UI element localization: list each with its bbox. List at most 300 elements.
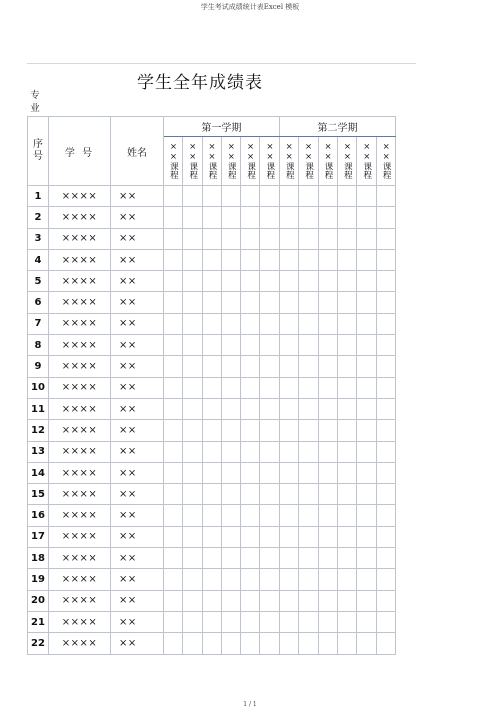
grade-cell[interactable] <box>221 186 240 207</box>
grade-cell[interactable] <box>260 249 279 270</box>
grade-cell[interactable] <box>318 335 337 356</box>
grade-cell[interactable] <box>221 271 240 292</box>
grade-cell[interactable] <box>299 335 318 356</box>
grade-cell[interactable] <box>241 313 260 334</box>
grade-cell[interactable] <box>202 313 221 334</box>
grade-cell[interactable] <box>241 271 260 292</box>
grade-cell[interactable] <box>318 398 337 419</box>
student-name-cell: ×× <box>111 462 164 483</box>
grade-cell[interactable] <box>202 207 221 228</box>
grade-cell[interactable] <box>279 186 298 207</box>
grade-cell[interactable] <box>202 292 221 313</box>
grade-cell[interactable] <box>183 398 202 419</box>
student-id-cell: ×××× <box>49 356 111 377</box>
grade-cell[interactable] <box>202 356 221 377</box>
grade-cell[interactable] <box>318 186 337 207</box>
grade-cell[interactable] <box>183 207 202 228</box>
grade-cell[interactable] <box>164 228 183 249</box>
grade-cell[interactable] <box>183 633 202 654</box>
student-id-cell: ×××× <box>49 462 111 483</box>
grade-cell[interactable] <box>279 271 298 292</box>
grade-cell[interactable] <box>260 356 279 377</box>
grade-cell[interactable] <box>221 569 240 590</box>
grade-table <box>27 116 396 655</box>
grade-cell[interactable] <box>221 207 240 228</box>
grade-cell[interactable] <box>260 335 279 356</box>
grade-cell[interactable] <box>164 633 183 654</box>
grade-cell[interactable] <box>318 356 337 377</box>
grade-cell[interactable] <box>202 526 221 547</box>
grade-cell[interactable] <box>337 377 356 398</box>
grade-cell[interactable] <box>357 207 376 228</box>
grade-cell[interactable] <box>221 249 240 270</box>
grade-cell[interactable] <box>260 398 279 419</box>
grade-cell[interactable] <box>241 398 260 419</box>
grade-cell[interactable] <box>357 313 376 334</box>
grade-cell[interactable] <box>241 462 260 483</box>
grade-cell[interactable] <box>376 569 395 590</box>
grade-cell[interactable] <box>357 569 376 590</box>
grade-cell[interactable] <box>279 484 298 505</box>
grade-cell[interactable] <box>202 505 221 526</box>
grade-cell[interactable] <box>318 526 337 547</box>
student-id-cell: ×××× <box>49 633 111 654</box>
grade-cell[interactable] <box>376 313 395 334</box>
grade-cell[interactable] <box>241 569 260 590</box>
grade-cell[interactable] <box>337 228 356 249</box>
grade-cell[interactable] <box>376 228 395 249</box>
grade-cell[interactable] <box>337 505 356 526</box>
grade-cell[interactable] <box>183 292 202 313</box>
grade-cell[interactable] <box>183 526 202 547</box>
grade-cell[interactable] <box>260 228 279 249</box>
grade-cell[interactable] <box>260 569 279 590</box>
grade-cell[interactable] <box>241 377 260 398</box>
grade-cell[interactable] <box>337 526 356 547</box>
grade-cell[interactable] <box>241 611 260 632</box>
grade-cell[interactable] <box>376 271 395 292</box>
grade-cell[interactable] <box>183 356 202 377</box>
grade-cell[interactable] <box>318 569 337 590</box>
grade-cell[interactable] <box>376 526 395 547</box>
grade-cell[interactable] <box>357 186 376 207</box>
grade-cell[interactable] <box>376 590 395 611</box>
grade-cell[interactable] <box>241 356 260 377</box>
grade-cell[interactable] <box>337 207 356 228</box>
grade-cell[interactable] <box>376 292 395 313</box>
grade-cell[interactable] <box>241 590 260 611</box>
grade-cell[interactable] <box>357 377 376 398</box>
grade-cell[interactable] <box>279 611 298 632</box>
table-row <box>28 292 396 313</box>
grade-cell[interactable] <box>357 249 376 270</box>
grade-cell[interactable] <box>337 271 356 292</box>
grade-cell[interactable] <box>318 207 337 228</box>
grade-cell[interactable] <box>376 633 395 654</box>
grade-cell[interactable] <box>202 462 221 483</box>
grade-cell[interactable] <box>202 228 221 249</box>
grade-cell[interactable] <box>357 398 376 419</box>
grade-cell[interactable] <box>260 207 279 228</box>
grade-cell[interactable] <box>260 590 279 611</box>
grade-cell[interactable] <box>164 313 183 334</box>
grade-cell[interactable] <box>337 335 356 356</box>
course-header-2 <box>183 137 202 186</box>
course-header-label: ××课程 <box>284 141 295 179</box>
grade-cell[interactable] <box>164 484 183 505</box>
grade-cell[interactable] <box>221 633 240 654</box>
student-name-cell: ×× <box>111 548 164 569</box>
grade-cell[interactable] <box>299 186 318 207</box>
grade-cell[interactable] <box>164 186 183 207</box>
student-id-cell: ×××× <box>49 569 111 590</box>
student-id-cell: ×××× <box>49 420 111 441</box>
grade-cell[interactable] <box>183 569 202 590</box>
grade-cell[interactable] <box>376 335 395 356</box>
grade-cell[interactable] <box>279 526 298 547</box>
grade-cell[interactable] <box>260 633 279 654</box>
grade-cell[interactable] <box>279 548 298 569</box>
row-number: 13 <box>28 441 49 462</box>
col-header-name: 姓名 <box>111 117 164 186</box>
grade-cell[interactable] <box>357 335 376 356</box>
student-id-cell: ×××× <box>49 526 111 547</box>
grade-cell[interactable] <box>241 335 260 356</box>
grade-cell[interactable] <box>221 398 240 419</box>
grade-cell[interactable] <box>299 356 318 377</box>
grade-cell[interactable] <box>183 611 202 632</box>
grade-cell[interactable] <box>357 548 376 569</box>
grade-cell[interactable] <box>260 611 279 632</box>
grade-cell[interactable] <box>164 590 183 611</box>
grade-cell[interactable] <box>376 398 395 419</box>
grade-cell[interactable] <box>202 271 221 292</box>
grade-cell[interactable] <box>164 335 183 356</box>
grade-cell[interactable] <box>260 292 279 313</box>
grade-cell[interactable] <box>279 335 298 356</box>
grade-cell[interactable] <box>337 186 356 207</box>
grade-cell[interactable] <box>337 569 356 590</box>
grade-cell[interactable] <box>299 441 318 462</box>
table-row <box>28 526 396 547</box>
grade-cell[interactable] <box>279 249 298 270</box>
grade-cell[interactable] <box>318 420 337 441</box>
grade-cell[interactable] <box>202 441 221 462</box>
grade-cell[interactable] <box>202 590 221 611</box>
student-name-cell: ×× <box>111 398 164 419</box>
grade-cell[interactable] <box>318 292 337 313</box>
grade-cell[interactable] <box>202 186 221 207</box>
grade-cell[interactable] <box>299 207 318 228</box>
grade-cell[interactable] <box>202 335 221 356</box>
grade-cell[interactable] <box>164 526 183 547</box>
grade-cell[interactable] <box>318 590 337 611</box>
grade-cell[interactable] <box>241 526 260 547</box>
grade-cell[interactable] <box>241 186 260 207</box>
grade-cell[interactable] <box>299 420 318 441</box>
grade-cell[interactable] <box>183 441 202 462</box>
grade-cell[interactable] <box>337 548 356 569</box>
grade-cell[interactable] <box>221 441 240 462</box>
grade-cell[interactable] <box>241 292 260 313</box>
grade-cell[interactable] <box>299 249 318 270</box>
grade-cell[interactable] <box>241 505 260 526</box>
grade-cell[interactable] <box>183 249 202 270</box>
grade-cell[interactable] <box>318 377 337 398</box>
grade-cell[interactable] <box>221 505 240 526</box>
student-name-cell: ×× <box>111 633 164 654</box>
grade-cell[interactable] <box>260 271 279 292</box>
student-name-cell: ×× <box>111 313 164 334</box>
course-header-label: ××课程 <box>264 141 275 179</box>
grade-cell[interactable] <box>221 356 240 377</box>
grade-cell[interactable] <box>279 569 298 590</box>
grade-cell[interactable] <box>318 548 337 569</box>
grade-cell[interactable] <box>337 420 356 441</box>
grade-cell[interactable] <box>183 377 202 398</box>
grade-cell[interactable] <box>376 441 395 462</box>
grade-cell[interactable] <box>164 207 183 228</box>
grade-cell[interactable] <box>318 462 337 483</box>
grade-cell[interactable] <box>221 548 240 569</box>
grade-cell[interactable] <box>202 420 221 441</box>
grade-cell[interactable] <box>221 313 240 334</box>
grade-cell[interactable] <box>221 526 240 547</box>
grade-cell[interactable] <box>376 186 395 207</box>
grade-cell[interactable] <box>299 271 318 292</box>
grade-cell[interactable] <box>164 505 183 526</box>
grade-cell[interactable] <box>260 377 279 398</box>
grade-cell[interactable] <box>183 313 202 334</box>
grade-cell[interactable] <box>202 611 221 632</box>
grade-cell[interactable] <box>279 590 298 611</box>
grade-cell[interactable] <box>260 420 279 441</box>
grade-cell[interactable] <box>299 569 318 590</box>
grade-cell[interactable] <box>376 462 395 483</box>
grade-cell[interactable] <box>318 484 337 505</box>
grade-cell[interactable] <box>260 548 279 569</box>
grade-cell[interactable] <box>202 377 221 398</box>
grade-cell[interactable] <box>183 228 202 249</box>
grade-cell[interactable] <box>279 207 298 228</box>
course-header-3 <box>202 137 221 186</box>
grade-cell[interactable] <box>260 505 279 526</box>
grade-cell[interactable] <box>337 462 356 483</box>
grade-cell[interactable] <box>279 292 298 313</box>
grade-cell[interactable] <box>357 441 376 462</box>
grade-cell[interactable] <box>221 292 240 313</box>
grade-cell[interactable] <box>279 313 298 334</box>
grade-cell[interactable] <box>357 228 376 249</box>
grade-cell[interactable] <box>357 505 376 526</box>
grade-cell[interactable] <box>337 611 356 632</box>
grade-cell[interactable] <box>299 633 318 654</box>
grade-cell[interactable] <box>318 633 337 654</box>
grade-cell[interactable] <box>221 420 240 441</box>
major-label: 专业 <box>30 90 40 114</box>
grade-cell[interactable] <box>183 505 202 526</box>
grade-cell[interactable] <box>337 484 356 505</box>
course-header-12 <box>376 137 395 186</box>
grade-cell[interactable] <box>337 398 356 419</box>
student-id-cell: ×××× <box>49 548 111 569</box>
grade-cell[interactable] <box>164 441 183 462</box>
grade-cell[interactable] <box>337 313 356 334</box>
grade-cell[interactable] <box>164 377 183 398</box>
grade-cell[interactable] <box>183 420 202 441</box>
course-header-10 <box>337 137 356 186</box>
grade-cell[interactable] <box>279 377 298 398</box>
grade-cell[interactable] <box>376 484 395 505</box>
grade-cell[interactable] <box>241 249 260 270</box>
row-number: 11 <box>28 398 49 419</box>
grade-cell[interactable] <box>357 633 376 654</box>
grade-cell[interactable] <box>221 484 240 505</box>
grade-cell[interactable] <box>241 484 260 505</box>
table-row <box>28 569 396 590</box>
semester-2-header: 第二学期 <box>279 117 395 137</box>
grade-cell[interactable] <box>260 462 279 483</box>
grade-cell[interactable] <box>376 207 395 228</box>
grade-cell[interactable] <box>221 462 240 483</box>
grade-cell[interactable] <box>279 356 298 377</box>
grade-cell[interactable] <box>318 249 337 270</box>
grade-cell[interactable] <box>202 249 221 270</box>
grade-cell[interactable] <box>164 292 183 313</box>
grade-cell[interactable] <box>279 228 298 249</box>
grade-cell[interactable] <box>183 484 202 505</box>
grade-cell[interactable] <box>376 611 395 632</box>
grade-cell[interactable] <box>279 462 298 483</box>
grade-cell[interactable] <box>357 420 376 441</box>
grade-cell[interactable] <box>299 292 318 313</box>
grade-cell[interactable] <box>183 271 202 292</box>
grade-cell[interactable] <box>241 548 260 569</box>
grade-cell[interactable] <box>279 441 298 462</box>
grade-cell[interactable] <box>357 526 376 547</box>
grade-cell[interactable] <box>183 186 202 207</box>
grade-cell[interactable] <box>183 335 202 356</box>
grade-cell[interactable] <box>260 186 279 207</box>
grade-cell[interactable] <box>337 633 356 654</box>
grade-cell[interactable] <box>279 420 298 441</box>
grade-cell[interactable] <box>164 569 183 590</box>
grade-cell[interactable] <box>376 249 395 270</box>
grade-cell[interactable] <box>202 484 221 505</box>
grade-cell[interactable] <box>221 611 240 632</box>
grade-cell[interactable] <box>299 377 318 398</box>
grade-cell[interactable] <box>299 228 318 249</box>
grade-cell[interactable] <box>376 505 395 526</box>
student-name-cell: ×× <box>111 590 164 611</box>
grade-cell[interactable] <box>357 356 376 377</box>
table-row <box>28 462 396 483</box>
grade-cell[interactable] <box>337 292 356 313</box>
grade-cell[interactable] <box>260 441 279 462</box>
grade-cell[interactable] <box>260 484 279 505</box>
grade-cell[interactable] <box>337 356 356 377</box>
grade-cell[interactable] <box>241 441 260 462</box>
grade-cell[interactable] <box>164 249 183 270</box>
grade-cell[interactable] <box>221 590 240 611</box>
grade-cell[interactable] <box>164 271 183 292</box>
grade-cell[interactable] <box>299 484 318 505</box>
grade-cell[interactable] <box>241 228 260 249</box>
grade-cell[interactable] <box>221 228 240 249</box>
student-id-cell: ×××× <box>49 441 111 462</box>
row-number: 12 <box>28 420 49 441</box>
grade-cell[interactable] <box>299 462 318 483</box>
grade-cell[interactable] <box>376 548 395 569</box>
grade-cell[interactable] <box>318 228 337 249</box>
grade-cell[interactable] <box>299 313 318 334</box>
grade-cell[interactable] <box>164 420 183 441</box>
grade-cell[interactable] <box>376 420 395 441</box>
grade-cell[interactable] <box>376 377 395 398</box>
grade-cell[interactable] <box>318 505 337 526</box>
grade-cell[interactable] <box>241 207 260 228</box>
grade-cell[interactable] <box>318 441 337 462</box>
grade-cell[interactable] <box>357 484 376 505</box>
grade-cell[interactable] <box>183 590 202 611</box>
grade-cell[interactable] <box>299 548 318 569</box>
grade-cell[interactable] <box>164 462 183 483</box>
grade-cell[interactable] <box>183 462 202 483</box>
grade-cell[interactable] <box>299 505 318 526</box>
grade-cell[interactable] <box>221 377 240 398</box>
grade-cell[interactable] <box>299 611 318 632</box>
grade-cell[interactable] <box>221 335 240 356</box>
grade-cell[interactable] <box>164 548 183 569</box>
col-header-seq <box>28 117 49 186</box>
grade-cell[interactable] <box>318 313 337 334</box>
grade-cell[interactable] <box>318 271 337 292</box>
grade-cell[interactable] <box>202 633 221 654</box>
grade-cell[interactable] <box>279 633 298 654</box>
grade-cell[interactable] <box>279 398 298 419</box>
grade-cell[interactable] <box>202 569 221 590</box>
grade-cell[interactable] <box>299 526 318 547</box>
grade-cell[interactable] <box>202 548 221 569</box>
grade-cell[interactable] <box>164 356 183 377</box>
grade-cell[interactable] <box>337 441 356 462</box>
grade-cell[interactable] <box>279 505 298 526</box>
grade-cell[interactable] <box>357 590 376 611</box>
grade-cell[interactable] <box>299 398 318 419</box>
grade-cell[interactable] <box>357 611 376 632</box>
grade-cell[interactable] <box>337 590 356 611</box>
grade-cell[interactable] <box>357 462 376 483</box>
student-id-cell: ×××× <box>49 377 111 398</box>
student-name-cell: ×× <box>111 484 164 505</box>
grade-cell[interactable] <box>357 292 376 313</box>
grade-cell[interactable] <box>164 398 183 419</box>
row-number: 10 <box>28 377 49 398</box>
student-name-cell: ×× <box>111 271 164 292</box>
grade-cell[interactable] <box>260 526 279 547</box>
grade-cell[interactable] <box>202 398 221 419</box>
grade-cell[interactable] <box>241 420 260 441</box>
grade-cell[interactable] <box>183 548 202 569</box>
grade-cell[interactable] <box>260 313 279 334</box>
grade-cell[interactable] <box>357 271 376 292</box>
grade-cell[interactable] <box>318 611 337 632</box>
grade-cell[interactable] <box>337 249 356 270</box>
grade-cell[interactable] <box>376 356 395 377</box>
grade-cell[interactable] <box>241 633 260 654</box>
grade-cell[interactable] <box>164 611 183 632</box>
grade-cell[interactable] <box>299 590 318 611</box>
